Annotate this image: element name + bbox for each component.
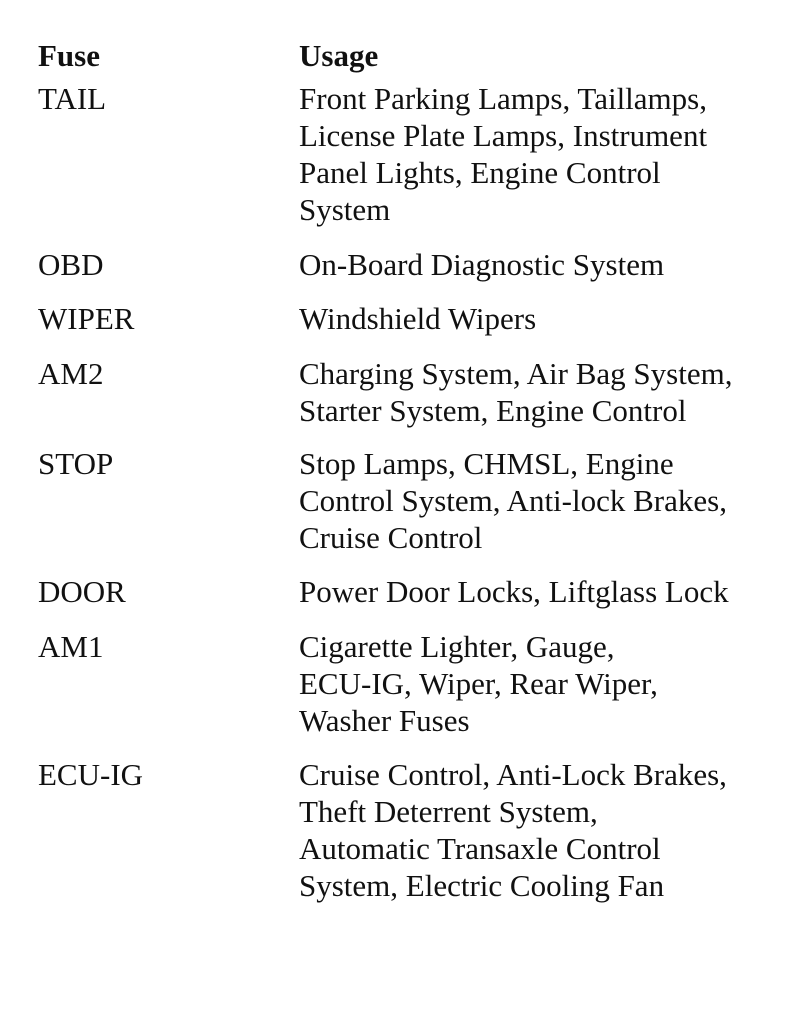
fuse-name: STOP	[38, 446, 114, 481]
fuse-usage: Cigarette Lighter, Gauge, ECU-IG, Wiper, Rear Wiper, Washer Fuses	[299, 629, 658, 738]
fuse-usage: On-Board Diagnostic System	[299, 247, 665, 282]
fuse-name: TAIL	[38, 81, 107, 116]
header-usage: Usage	[299, 38, 379, 73]
fuse-usage: Stop Lamps, CHMSL, Engine Control System, Anti-lock Brakes, Cruise Control	[299, 446, 727, 555]
fuse-usage: Front Parking Lamps, Taillamps, License Plate Lamps, Instrument Panel Lights, Engine Control System	[299, 81, 708, 227]
fuse-usage: Power Door Locks, Liftglass Lock	[299, 574, 729, 609]
table-row	[38, 80, 778, 228]
table-row	[38, 246, 778, 283]
table-row	[38, 573, 778, 610]
fuse-table	[38, 36, 778, 904]
header-fuse: Fuse	[38, 38, 100, 73]
table-header	[38, 36, 778, 80]
fuse-usage: Windshield Wipers	[299, 301, 537, 336]
fuse-name: OBD	[38, 247, 104, 282]
table-row	[38, 355, 778, 429]
fuse-name: ECU-IG	[38, 757, 144, 792]
table-row	[38, 300, 778, 337]
fuse-usage: Cruise Control, Anti-Lock Brakes, Theft Deterrent System, Automatic Transaxle Control System, Electric Cooling Fan	[299, 757, 727, 903]
fuse-usage: Charging System, Air Bag System, Starter System, Engine Control	[299, 356, 733, 428]
table-row	[38, 445, 778, 556]
table-row	[38, 628, 778, 739]
table-row	[38, 756, 778, 904]
fuse-name: AM1	[38, 629, 104, 664]
fuse-name: DOOR	[38, 574, 126, 609]
fuse-name: WIPER	[38, 301, 135, 336]
fuse-name: AM2	[38, 356, 104, 391]
